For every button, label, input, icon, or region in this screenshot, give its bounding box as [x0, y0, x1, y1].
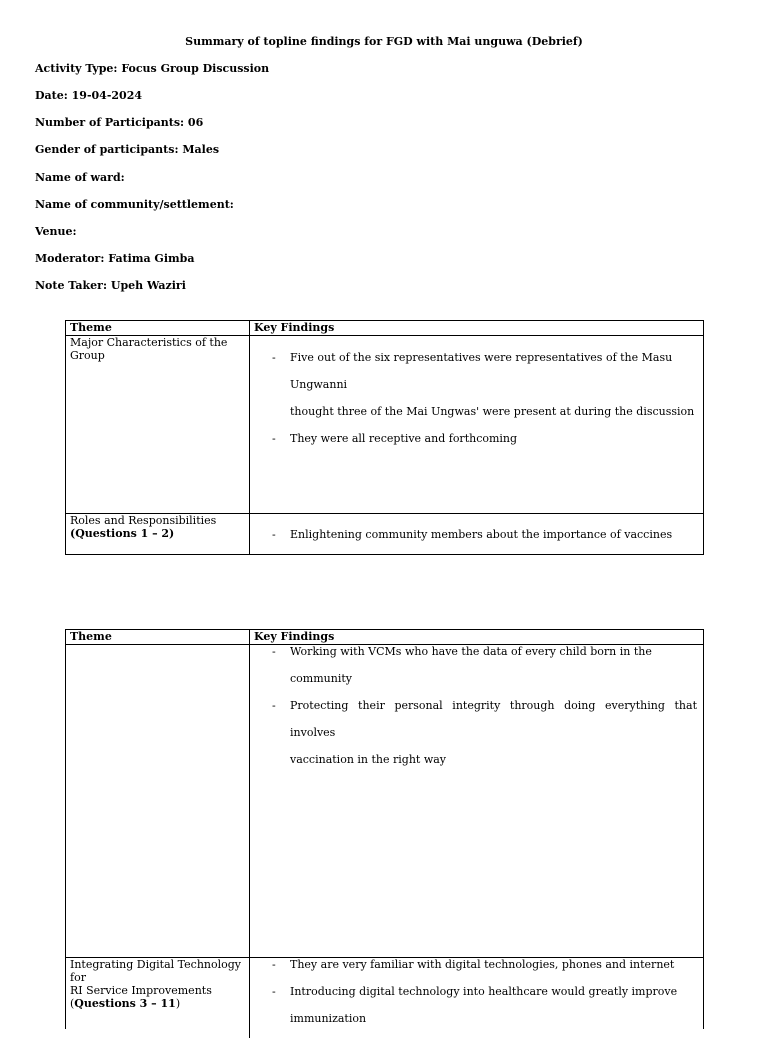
findings-list [272, 344, 697, 452]
findings-table-1 [65, 320, 704, 555]
table-row [66, 957, 703, 1038]
findings-cell [250, 958, 703, 1038]
finding-text: - Five out of the six representatives were representatives of the Masu Ungwanni [290, 351, 673, 391]
finding-text-continued: immunization [290, 1012, 367, 1025]
list-item [272, 951, 697, 978]
table-row [66, 644, 703, 957]
table-row [66, 335, 703, 513]
key-findings-header: Key Findings [254, 630, 335, 643]
theme-cell [66, 336, 250, 513]
name-of-community: Name of community/settlement: [35, 198, 234, 211]
finding-text: - They are very familiar with digital technologies, phones and internet [290, 958, 675, 971]
table-header-row [66, 321, 703, 335]
list-item [272, 638, 697, 692]
theme-header: Theme [66, 321, 250, 335]
document-title: Summary of topline findings for FGD with Mai unguwa (Debrief) [185, 35, 583, 48]
theme-questions: (Questions 1 – 2) [70, 527, 175, 540]
finding-text: - Working with VCMs who have the data of every child born in the community [290, 645, 652, 685]
findings-list [272, 521, 697, 548]
list-item [272, 425, 697, 452]
note-taker: Note Taker: Upeh Waziri [35, 279, 186, 292]
findings-list [272, 638, 697, 773]
theme-questions: (Questions 3 – 11) [70, 997, 181, 1010]
finding-text-continued: thought three of the Mai Ungwas' were present at during the discussion [290, 405, 695, 418]
moderator: Moderator: Fatima Gimba [35, 252, 195, 265]
date: Date: 19-04-2024 [35, 89, 142, 102]
findings-cell [250, 514, 703, 554]
table-row [66, 513, 703, 554]
venue: Venue: [35, 225, 77, 238]
list-item [272, 521, 697, 548]
theme-cell [66, 958, 250, 1038]
theme-label: Major Characteristics of the Group [70, 336, 228, 362]
theme-header: Theme [66, 630, 250, 644]
theme-cell [66, 514, 250, 554]
theme-cell [66, 645, 250, 957]
name-of-ward: Name of ward: [35, 171, 125, 184]
finding-text: - Enlightening community members about the importance of vaccines [290, 528, 673, 541]
list-item [272, 344, 697, 425]
finding-text: - They were all receptive and forthcoming [290, 432, 518, 445]
finding-text-continued: vaccination in the right way [290, 753, 447, 766]
finding-text: - Protecting their personal integrity through doing everything that involves [290, 699, 697, 739]
key-findings-header: Key Findings [254, 321, 335, 334]
theme-label: Integrating Digital Technology for [70, 958, 242, 984]
findings-cell [250, 645, 703, 957]
number-of-participants: Number of Participants: 06 [35, 116, 204, 129]
finding-text: - Introducing digital technology into healthcare would greatly improve [290, 985, 678, 998]
findings-cell [250, 336, 703, 513]
theme-label: Roles and Responsibilities [70, 514, 217, 527]
findings-table-2 [65, 629, 704, 1029]
findings-list [272, 951, 697, 1032]
activity-type: Activity Type: Focus Group Discussion [35, 62, 270, 75]
theme-label-continued: RI Service Improvements [70, 984, 212, 997]
gender-of-participants: Gender of participants: Males [35, 143, 220, 156]
list-item [272, 692, 697, 773]
